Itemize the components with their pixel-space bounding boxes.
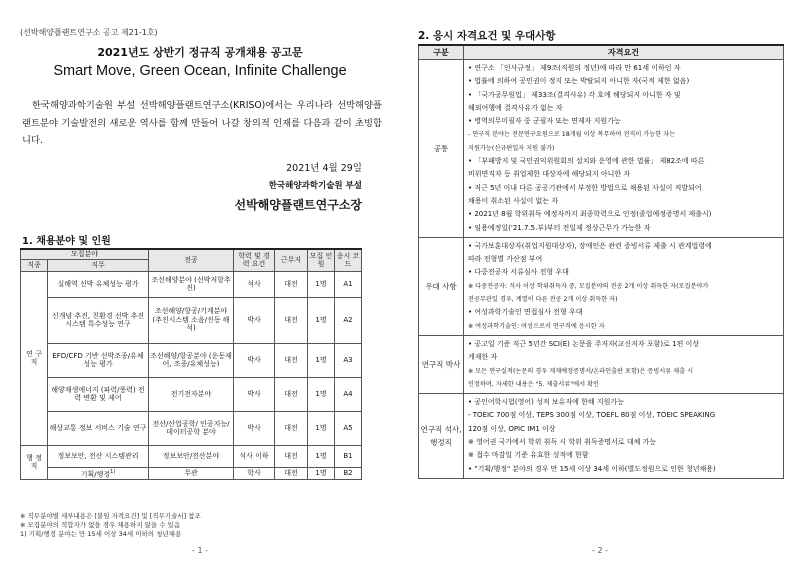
table-row [21,297,362,343]
cell-code: A4 [335,377,362,411]
qualifications-table [418,44,784,479]
cell-count: 1명 [308,467,335,479]
cell-education: 박사 [234,377,275,411]
header-requirements: 자격요건 [464,45,784,60]
table-row [21,271,362,297]
cell-major: 조선해양분야 (선박저항추진) [149,271,234,297]
table-row [21,411,362,445]
cell-location: 대전 [275,271,308,297]
cell-education: 석사 [234,271,275,297]
block-common [419,60,784,238]
cell-code: A1 [335,271,362,297]
cell-major: 정보보안/전산분야 [149,445,234,467]
cell-count: 1명 [308,297,335,343]
header-recruitment-field: 모집분야 [21,249,149,259]
cell-job: 해상교통 정보 서비스 기술 연구 [48,411,149,445]
requirement-lines: • 공인어학시험(영어) 성적 보유자에 한해 지원가능 - TOEIC 700점 이상, TEPS 300점 이상, TOEFL 80점 이상, TOEIC SPEAKING 120점 이상, OPIC IM1 이상 ※ 영어권 국가에서 학위 취득 시 학위 취득증명서로 대체 가능 ※ 접수 마감일 기준 유효한 성적에 한함 • "기획/행정" 분야의 경우 만 15세 이상 34세 이하(별도정원으로 인한 청년채용) [464,394,784,479]
cell-education: 석사 이하 [234,445,275,467]
footnote-mark: 1) [110,468,116,475]
table-row [21,377,362,411]
director-name: 선박해양플랜트연구소장 [234,198,362,212]
cell-location: 대전 [275,297,308,343]
cell-education: 박사 [234,411,275,445]
header-major: 전공 [149,249,234,271]
cell-count: 1명 [308,343,335,377]
header-count: 모집 인원 [308,249,335,271]
group-research: 연 구 직 [21,271,48,445]
cell-major: 조선해양/항공/기계분야 (추진시스템 소음/진동 해석) [149,297,234,343]
cell-job: 해양재생에너지 (파력/풍력) 전력 변환 및 제어 [48,377,149,411]
cell-education: 박사 [234,297,275,343]
slogan: Smart Move, Green Ocean, Infinite Challenge [53,63,347,79]
cell-location: 대전 [275,467,308,479]
header-education: 학력 및 경력 요건 [234,249,275,271]
cell-major: 조선해양/항공분야 (운동제어, 조종/유체성능) [149,343,234,377]
cell-location: 대전 [275,377,308,411]
cell-job: 기획/행정$^{1)}$ [48,467,149,479]
category-label: 연구직 박사 [419,335,464,393]
category-label: 연구직 석사, 행정직 [419,394,464,479]
note-line: ※ 직무분야별 세부내용은 [붙임 자격요건] 및 [직무기술서] 참조 [20,512,201,520]
header-job-type: 직종 [21,259,48,271]
cell-code: B1 [335,445,362,467]
requirement-lines: • 국가보훈대상자(취업지원대상자), 장애인은 관련 증빙서류 제출 시 관계법령에 따라 전형별 가산점 부여 • 다중전공자 서류심사 전형 우대 ※ 다중전공자: 석사 이상 학위취득자 중, 모집분야의 전공 2개 이상 취득한 자(모집분야가 전공무관일 경우, 계열이 다른 전공 2개 이상 취득한 자) • 여성과학기술인 면접심사 전형 우대 ※ 여성과학기술인: 여성으로서 연구직에 응시한 자 [464,237,784,335]
header-job: 직무 [48,259,149,271]
intro-paragraph: 한국해양과학기술원 부설 선박해양플랜트연구소(KRISO)에서는 우리나라 선박해양플랜트분야 기술발전의 새로운 역사를 함께 만들어 나갈 창의적 인재를 다음과 같이 초빙합니다. [22,100,382,146]
cell-education: 박사 [234,343,275,377]
cell-job: 실해역 선박 유체성능 평가 [48,271,149,297]
cell-major: 무관 [149,467,234,479]
note-line: ※ 모집분야의 적합자가 없을 경우 채용하지 않을 수 있음 [20,521,181,529]
page-number: - 1 - [192,546,208,555]
cell-location: 대전 [275,343,308,377]
cell-code: A2 [335,297,362,343]
cell-code: A5 [335,411,362,445]
block-phd [419,335,784,393]
cell-count: 1명 [308,445,335,467]
cell-count: 1명 [308,377,335,411]
cell-location: 대전 [275,445,308,467]
group-admin: 행 정 직 [21,445,48,479]
cell-job: 신개념 추진, 친환경 선박 추진시스템 특수성능 연구 [48,297,149,343]
page-2 [400,0,800,566]
cell-code: A3 [335,343,362,377]
note-line: 1) 기획/행정 분야는 만 15세 이상 34세 이하의 청년채용 [20,530,182,538]
cell-location: 대전 [275,411,308,445]
cell-major: 전기전자분야 [149,377,234,411]
table-row [21,467,362,479]
requirement-lines: • 공고일 기준 직근 5년간 SCI(E) 논문을 주저자(교신저자 포함)로 1편 이상 게재한 자 ※ 모든 연구실적(논문의 경우 게재예정증명서/온라인출판 포함)은 증빙서류 제출 시 인정하며, 자세한 내용은 "5. 제출서류"에서 확인 [464,335,784,393]
section-title-qualifications: 2. 응시 자격요건 및 우대사항 [418,30,556,42]
institution-name: 한국해양과학기술원 부설 [268,181,362,191]
table-row [21,445,362,467]
page-title: 2021년도 상반기 정규직 공개채용 공고문 [97,46,303,59]
cell-job: EFD/CFD 기반 선박조종/유체 성능 평가 [48,343,149,377]
cell-major: 전산/산업공학/ 인공지능/데이터공학 분야 [149,411,234,445]
notice-number: (선박해양플랜트연구소 공고 제21-1호) [20,28,158,37]
page-number: - 2 - [592,546,608,555]
requirement-lines: • 연구소 「인사규정」 제9조(직원의 정년)에 따라 만 61세 이하인 자 • 법률에 의하여 공민권이 정지 또는 박탈되지 아니한 자(국적 제한 없음) • 「국가공무원법」 제33조(결격사유) 각 호에 해당되지 아니한 자 및 해외여행에 결격사유가 없는 자 • 병역의무미필자 중 군필자 또는 면제자 지원가능 - 연구직 분야는 전문연구요원으로 18개월 이상 복무하여 전직이 가능한 자는 지원가능(신규편입자 지원 불가) • 「부패방지 및 국민권익위원회의 설치와 운영에 관한 법률」 제82조에 따른 비위면직자 등 취업제한 대상자에 해당되지 아니한 자 • 직근 5년 이내 다른 공공기관에서 부정한 방법으로 채용된 사실이 적발되어 채용이 취소된 사실이 없는 자 • 2021년 8월 학위취득 예정자까지 최종학력으로 인정(졸업예정증명서 제출시) • 임용예정일('21.7.5.부)부터 전일제 정상근무가 가능한 자 [464,60,784,238]
cell-job: 정보보안, 전산 시스템관리 [48,445,149,467]
cell-code: B2 [335,467,362,479]
table-row [21,343,362,377]
header-category: 구분 [419,45,464,60]
section-title-positions: 1. 채용분야 및 인원 [22,236,111,247]
header-code: 응시 코드 [335,249,362,271]
category-label: 공통 [419,60,464,238]
cell-count: 1명 [308,271,335,297]
block-masters-admin [419,394,784,479]
cell-count: 1명 [308,411,335,445]
notice-date: 2021년 4월 29일 [286,163,362,174]
cell-education: 학사 [234,467,275,479]
block-preference [419,237,784,335]
positions-table [20,248,362,480]
header-location: 근무지 [275,249,308,271]
category-label: 우대 사항 [419,237,464,335]
